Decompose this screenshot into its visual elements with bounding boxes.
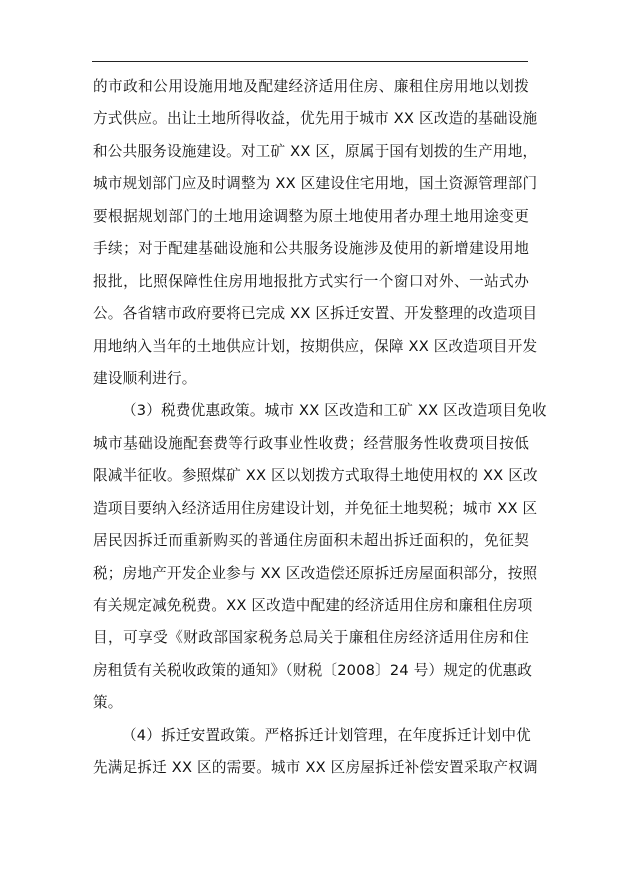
text-line: 策。 <box>93 694 123 712</box>
text-line: 公。各省辖市政府要将已完成 XX 区拆迁安置、开发整理的改造项目 <box>93 305 538 323</box>
text-line: 的市政和公用设施用地及配建经济适用住房、廉租住房用地以划拨 <box>93 78 529 95</box>
text-line: 城市规划部门应及时调整为 XX 区建设住宅用地，国土资源管理部门 <box>93 175 538 193</box>
text-line: 税；房地产开发企业参与 XX 区改造偿还原拆迁房屋面积部分，按照 <box>93 564 538 582</box>
text-line: 报批，比照保障性住房用地报批方式实行一个窗口对外、一站式办 <box>93 272 529 290</box>
paragraph-start-tax-policy: （3）税费优惠政策。城市 XX 区改造和工矿 XX 区改造项目免收 <box>122 402 547 420</box>
header-rule <box>92 61 528 62</box>
text-line: 有关规定减免税费。XX 区改造中配建的经济适用住房和廉租住房项 <box>93 597 533 614</box>
text-line: 建设顺利进行。 <box>93 369 197 387</box>
text-line: 要根据规划部门的土地用途调整为原土地使用者办理土地用途变更 <box>93 207 529 225</box>
text-line: 和公共服务设施建设。对工矿 XX 区，原属于国有划拨的生产用地， <box>93 142 538 160</box>
text-line: 手续；对于配建基础设施和公共服务设施涉及使用的新增建设用地 <box>93 240 529 258</box>
text-line: 目，可享受《财政部国家税务总局关于廉租住房经济适用住房和住 <box>93 629 529 647</box>
text-line: 用地纳入当年的土地供应计划，按期供应，保障 XX 区改造项目开发 <box>93 337 538 355</box>
text-line: 造项目要纳入经济适用住房建设计划，并免征土地契税；城市 XX 区 <box>93 499 538 517</box>
text-line: 城市基础设施配套费等行政事业性收费；经营服务性收费项目按低 <box>93 434 529 452</box>
text-line: 限减半征收。参照煤矿 XX 区以划拨方式取得土地使用权的 XX 区改 <box>93 467 538 485</box>
text-line: 方式供应。出让土地所得收益，优先用于城市 XX 区改造的基础设施 <box>93 110 538 128</box>
text-line: 居民因拆迁而重新购买的普通住房面积未超出拆迁面积的，免征契 <box>93 532 529 550</box>
text-line: 房租赁有关税收政策的通知》（财税〔2008〕24 号）规定的优惠政 <box>93 661 533 679</box>
text-line: 先满足拆迁 XX 区的需要。城市 XX 区房屋拆迁补偿安置采取产权调 <box>93 759 538 777</box>
paragraph-start-relocation-policy: （4）拆迁安置政策。严格拆迁计划管理，在年度拆迁计划中优 <box>122 726 531 744</box>
document-body <box>93 71 547 785</box>
